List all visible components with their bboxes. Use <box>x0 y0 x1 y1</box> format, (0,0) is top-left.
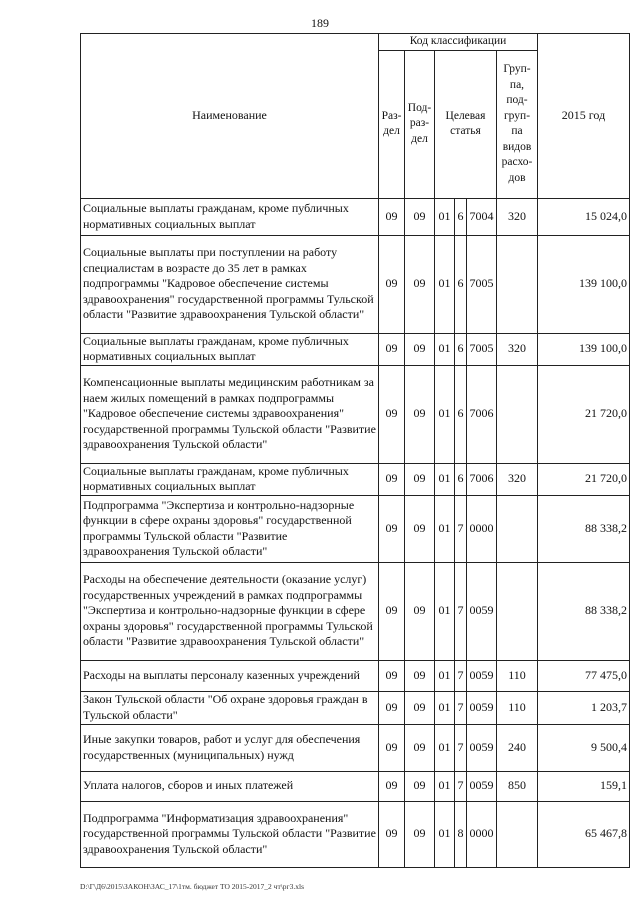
row-podrazdel: 09 <box>405 495 435 562</box>
row-direction-code: 0059 <box>467 691 497 724</box>
row-program-code: 01 <box>435 198 455 235</box>
row-razdel: 09 <box>379 724 405 771</box>
header-name: Наименование <box>81 34 379 199</box>
table-row <box>81 562 630 660</box>
table-body <box>81 198 630 867</box>
row-direction-code: 7006 <box>467 365 497 463</box>
row-subprogram-code: 7 <box>455 724 467 771</box>
table-row <box>81 660 630 691</box>
row-subprogram-code: 6 <box>455 365 467 463</box>
header-celevaya-statya: Целевая статья <box>435 50 497 198</box>
row-podrazdel: 09 <box>405 562 435 660</box>
table-row <box>81 724 630 771</box>
row-name: Подпрограмма "Экспертиза и контрольно-надзорные функции в сфере охраны здоровья" государственной программы Тульской области "Развитие здравоохранения Тульской области" <box>81 495 379 562</box>
row-subprogram-code: 6 <box>455 463 467 495</box>
row-amount: 139 100,0 <box>538 235 630 333</box>
row-razdel: 09 <box>379 801 405 867</box>
row-name: Социальные выплаты гражданам, кроме публичных нормативных социальных выплат <box>81 333 379 365</box>
header-year: 2015 год <box>538 34 630 199</box>
row-direction-code: 7006 <box>467 463 497 495</box>
row-name: Закон Тульской области "Об охране здоровья граждан в Тульской области" <box>81 691 379 724</box>
row-program-code: 01 <box>435 463 455 495</box>
row-podrazdel: 09 <box>405 198 435 235</box>
header-classification: Код классификации <box>379 34 538 51</box>
row-subprogram-code: 6 <box>455 235 467 333</box>
row-program-code: 01 <box>435 333 455 365</box>
footer-file-path: D:\Г\Д6\2015\ЗАКОН\ЗАС_17\1тм. бюджет ТО 2015-2017_2 чт\рг3.xls <box>80 882 305 891</box>
row-name: Подпрограмма "Информатизация здравоохранения" государственной программы Тульской области "Развитие здравоохранения Тульской области" <box>81 801 379 867</box>
row-razdel: 09 <box>379 333 405 365</box>
row-podrazdel: 09 <box>405 801 435 867</box>
row-razdel: 09 <box>379 463 405 495</box>
row-subprogram-code: 6 <box>455 333 467 365</box>
row-direction-code: 0000 <box>467 801 497 867</box>
table-row <box>81 771 630 801</box>
table-row <box>81 235 630 333</box>
row-name: Уплата налогов, сборов и иных платежей <box>81 771 379 801</box>
row-direction-code: 0059 <box>467 724 497 771</box>
table-row <box>81 365 630 463</box>
row-direction-code: 0059 <box>467 562 497 660</box>
row-program-code: 01 <box>435 660 455 691</box>
table-row <box>81 691 630 724</box>
row-subprogram-code: 7 <box>455 660 467 691</box>
row-amount: 15 024,0 <box>538 198 630 235</box>
row-subprogram-code: 8 <box>455 801 467 867</box>
row-direction-code: 0000 <box>467 495 497 562</box>
row-amount: 21 720,0 <box>538 365 630 463</box>
row-razdel: 09 <box>379 660 405 691</box>
row-razdel: 09 <box>379 771 405 801</box>
row-razdel: 09 <box>379 365 405 463</box>
row-amount: 1 203,7 <box>538 691 630 724</box>
page-number: 189 <box>311 16 329 30</box>
table-row <box>81 333 630 365</box>
row-subprogram-code: 7 <box>455 771 467 801</box>
table-row <box>81 463 630 495</box>
table-row <box>81 198 630 235</box>
row-amount: 139 100,0 <box>538 333 630 365</box>
row-direction-code: 0059 <box>467 660 497 691</box>
row-vid-rashodov <box>497 801 538 867</box>
row-vid-rashodov <box>497 562 538 660</box>
row-name: Социальные выплаты при поступлении на работу специалистам в возрасте до 35 лет в рамках подпрограммы "Кадровое обеспечение системы здравоохранения" государственной программы Тульской области "Развитие здравоохранения Тульской области" <box>81 235 379 333</box>
row-subprogram-code: 7 <box>455 562 467 660</box>
header-razdel: Раз- дел <box>379 50 405 198</box>
row-program-code: 01 <box>435 691 455 724</box>
row-vid-rashodov: 320 <box>497 198 538 235</box>
row-direction-code: 7004 <box>467 198 497 235</box>
row-amount: 77 475,0 <box>538 660 630 691</box>
row-amount: 21 720,0 <box>538 463 630 495</box>
row-podrazdel: 09 <box>405 333 435 365</box>
row-razdel: 09 <box>379 562 405 660</box>
row-name: Компенсационные выплаты медицинским работникам за наем жилых помещений в рамках подпрограммы "Кадровое обеспечение системы здравоохранения" государственной программы Тульской области "Развитие здравоохранения Тульской области" <box>81 365 379 463</box>
row-razdel: 09 <box>379 235 405 333</box>
row-program-code: 01 <box>435 495 455 562</box>
row-vid-rashodov <box>497 235 538 333</box>
row-podrazdel: 09 <box>405 691 435 724</box>
row-subprogram-code: 6 <box>455 198 467 235</box>
header-podrazdel: Под- раз- дел <box>405 50 435 198</box>
table-row <box>81 495 630 562</box>
row-podrazdel: 09 <box>405 365 435 463</box>
row-direction-code: 7005 <box>467 235 497 333</box>
row-vid-rashodov: 240 <box>497 724 538 771</box>
row-podrazdel: 09 <box>405 724 435 771</box>
row-vid-rashodov: 110 <box>497 660 538 691</box>
row-direction-code: 7005 <box>467 333 497 365</box>
row-vid-rashodov: 850 <box>497 771 538 801</box>
row-name: Социальные выплаты гражданам, кроме публичных нормативных социальных выплат <box>81 463 379 495</box>
row-amount: 9 500,4 <box>538 724 630 771</box>
table-row <box>81 801 630 867</box>
row-podrazdel: 09 <box>405 660 435 691</box>
row-podrazdel: 09 <box>405 463 435 495</box>
row-vid-rashodov: 110 <box>497 691 538 724</box>
row-program-code: 01 <box>435 801 455 867</box>
header-vid-rashodov: Груп- па, под- груп- па видов расхо- дов <box>497 50 538 198</box>
budget-table <box>80 33 630 868</box>
row-amount: 159,1 <box>538 771 630 801</box>
row-program-code: 01 <box>435 365 455 463</box>
row-name: Расходы на выплаты персоналу казенных учреждений <box>81 660 379 691</box>
row-razdel: 09 <box>379 691 405 724</box>
row-name: Иные закупки товаров, работ и услуг для обеспечения государственных (муниципальных) нужд <box>81 724 379 771</box>
row-vid-rashodov <box>497 495 538 562</box>
row-program-code: 01 <box>435 771 455 801</box>
row-subprogram-code: 7 <box>455 495 467 562</box>
row-vid-rashodov: 320 <box>497 463 538 495</box>
row-name: Социальные выплаты гражданам, кроме публичных нормативных социальных выплат <box>81 198 379 235</box>
row-vid-rashodov <box>497 365 538 463</box>
row-podrazdel: 09 <box>405 771 435 801</box>
row-amount: 65 467,8 <box>538 801 630 867</box>
row-razdel: 09 <box>379 198 405 235</box>
row-amount: 88 338,2 <box>538 495 630 562</box>
row-amount: 88 338,2 <box>538 562 630 660</box>
row-program-code: 01 <box>435 235 455 333</box>
row-program-code: 01 <box>435 562 455 660</box>
row-program-code: 01 <box>435 724 455 771</box>
row-razdel: 09 <box>379 495 405 562</box>
row-subprogram-code: 7 <box>455 691 467 724</box>
row-podrazdel: 09 <box>405 235 435 333</box>
row-direction-code: 0059 <box>467 771 497 801</box>
row-vid-rashodov: 320 <box>497 333 538 365</box>
row-name: Расходы на обеспечение деятельности (оказание услуг) государственных учреждений в рамках подпрограммы "Экспертиза и контрольно-надзорные функции в сфере охраны здоровья" государственной программы Тульской области "Развитие здравоохранения Тульской области" <box>81 562 379 660</box>
